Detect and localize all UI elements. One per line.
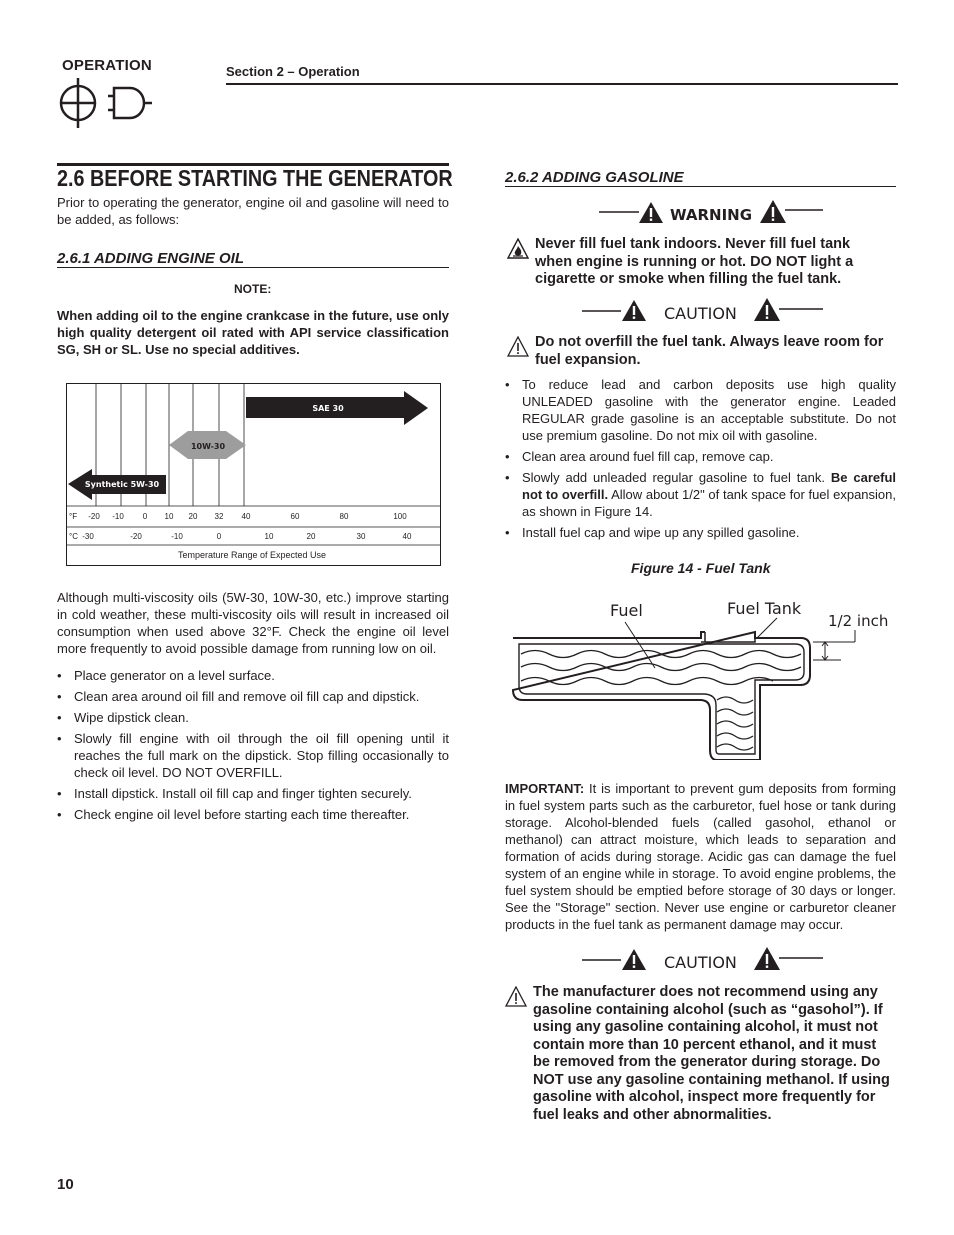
fire-hazard-icon bbox=[507, 238, 529, 260]
celsius-tick-label: 30 bbox=[356, 532, 366, 541]
gasoline-heading: 2.6.2 ADDING GASOLINE bbox=[505, 169, 684, 186]
section-title: 2.6 BEFORE STARTING THE GENERATOR bbox=[57, 165, 453, 191]
celsius-tick-label: -10 bbox=[171, 532, 183, 541]
list-item: • Slowly fill engine with oil through the oil fill opening until it reaches the full mark on the dipstick. Stop filling occasionally to check oil level. DO NOT OVERFILL. bbox=[57, 730, 449, 781]
list-item: • Clean area around fuel fill cap, remove cap. bbox=[505, 448, 896, 465]
fahrenheit-tick-label: 20 bbox=[188, 512, 198, 521]
caution-label: CAUTION bbox=[664, 953, 737, 972]
warning-label: WARNING bbox=[670, 206, 753, 224]
chart-caption: Temperature Range of Expected Use bbox=[177, 550, 327, 560]
celsius-tick-label: 10 bbox=[264, 532, 274, 541]
operation-label: OPERATION bbox=[62, 57, 152, 74]
header-rule bbox=[226, 83, 898, 85]
fahrenheit-tick-label: 60 bbox=[290, 512, 300, 521]
list-item: • Wipe dipstick clean. bbox=[57, 709, 449, 726]
caution-triangle-icon bbox=[505, 986, 527, 1007]
oil-heading: 2.6.1 ADDING ENGINE OIL bbox=[57, 250, 244, 267]
fahrenheit-tick-label: 40 bbox=[241, 512, 251, 521]
fahrenheit-unit: °F bbox=[69, 512, 78, 521]
gasoline-heading-rule bbox=[505, 186, 896, 187]
list-item: • Check engine oil level before starting each time thereafter. bbox=[57, 806, 449, 823]
celsius-tick-label: 40 bbox=[402, 532, 412, 541]
oil-viscosity-chart bbox=[66, 383, 441, 566]
caution2-text: The manufacturer does not recommend using any gasoline containing alcohol (such as “gasohol”). If using any gasoline containing alcohol, it must not contain more than 10 percent ethanol, and it must be removed from the generator during storage. Do NOT use any gasoline containing methanol. If using gasoline with alcohol, inspect more frequently for fuel leaks and other abnormalities. bbox=[533, 984, 890, 1123]
celsius-unit: °C bbox=[69, 532, 78, 541]
list-item: • Place generator on a level surface. bbox=[57, 667, 449, 684]
figure-caption: Figure 14 - Fuel Tank bbox=[631, 560, 771, 576]
step-emphasis: Be careful not to overfill. bbox=[522, 470, 896, 502]
note-text: When adding oil to the engine crankcase in the future, use only high quality detergent oil rated with API service classification SG, SH or SL. Use no special additives. bbox=[57, 308, 449, 357]
important-body: It is important to prevent gum deposits from forming in fuel system parts such as the carburetor, fuel hose or tank during storage. Alcohol-blended fuels (called gasohol, ethanol or methanol) can attract moisture, which leads to separation and formation of acids during storage. Acidic gas can damage the fuel system of an engine while in storage. To avoid engine problems, the fuel system should be emptied before storage of 30 days or longer. See the "Storage" section. Never use engine or carburetor cleaner products in the fuel tank as permanent damage may occur. bbox=[505, 781, 896, 932]
page-number: 10 bbox=[57, 1176, 74, 1193]
caution-banner bbox=[581, 297, 825, 325]
intro-text: Prior to operating the generator, engine oil and gasoline will need to be added, as follows: bbox=[57, 195, 449, 227]
fuel-tank-figure bbox=[505, 590, 900, 760]
section-label: Section 2 – Operation bbox=[226, 64, 360, 79]
note-label: NOTE: bbox=[234, 282, 272, 296]
list-item: • Install dipstick. Install oil fill cap and finger tighten securely. bbox=[57, 785, 449, 802]
fuel-tank-label: Fuel Tank bbox=[727, 599, 802, 618]
caution-label: CAUTION bbox=[664, 304, 737, 323]
tank-leader-line bbox=[757, 618, 777, 638]
important-text bbox=[505, 780, 896, 933]
oil-steps-list bbox=[57, 667, 449, 827]
list-item: • Clean area around oil fill and remove oil fill cap and dipstick. bbox=[57, 688, 449, 705]
list-item: • To reduce lead and carbon deposits use high quality UNLEADED gasoline with the generator engine. Leaded REGULAR grade gasoline is an acceptable substitute. Do not use premium gasoline. Do not mix oil with gasoline. bbox=[505, 376, 896, 444]
synthetic-label: Synthetic 5W-30 bbox=[84, 480, 160, 489]
gasoline-steps-list bbox=[505, 376, 896, 545]
celsius-tick-label: 20 bbox=[306, 532, 316, 541]
step-text: Slowly add unleaded regular gasoline to fuel tank. bbox=[522, 470, 831, 485]
half-inch-label: 1/2 inch bbox=[828, 612, 889, 630]
caution-banner bbox=[581, 946, 825, 974]
fahrenheit-tick-label: 0 bbox=[142, 512, 148, 521]
caution1-text: Do not overfill the fuel tank. Always leave room for fuel expansion. bbox=[535, 334, 884, 368]
list-item bbox=[505, 469, 896, 520]
fahrenheit-tick-label: 10 bbox=[164, 512, 174, 521]
fahrenheit-tick-label: 32 bbox=[214, 512, 224, 521]
10w30-label: 10W-30 bbox=[190, 442, 226, 451]
caution-triangle-icon bbox=[507, 336, 529, 357]
fahrenheit-tick-label: -10 bbox=[112, 512, 124, 521]
oil-heading-rule bbox=[57, 267, 449, 268]
list-item: • Install fuel cap and wipe up any spilled gasoline. bbox=[505, 524, 896, 541]
warning-banner bbox=[597, 199, 825, 227]
warning-text: Never fill fuel tank indoors. Never fill fuel tank when engine is running or hot. DO NOT light a cigarette or smoke when filling the fuel tank. bbox=[535, 236, 854, 287]
generator-plug-icon bbox=[58, 78, 158, 130]
fuel-label: Fuel bbox=[610, 601, 643, 620]
fahrenheit-tick-label: 100 bbox=[393, 512, 407, 521]
fahrenheit-tick-label: 80 bbox=[339, 512, 349, 521]
celsius-tick-label: 0 bbox=[216, 532, 222, 541]
important-label: IMPORTANT: bbox=[505, 781, 585, 796]
multi-viscosity-text: Although multi-viscosity oils (5W-30, 10W-30, etc.) improve starting in cold weather, these multi-viscosity oils will result in increased oil consumption when used above 32°F. Check the engine oil level more frequently to avoid possible damage from running low on oil. bbox=[57, 590, 449, 656]
fahrenheit-tick-label: -20 bbox=[88, 512, 100, 521]
step-text: Allow about 1/2" of tank space for fuel expansion, as shown in Figure 14. bbox=[522, 487, 896, 519]
celsius-tick-label: -30 bbox=[82, 532, 94, 541]
celsius-tick-label: -20 bbox=[130, 532, 142, 541]
sae30-label: SAE 30 bbox=[312, 404, 344, 413]
